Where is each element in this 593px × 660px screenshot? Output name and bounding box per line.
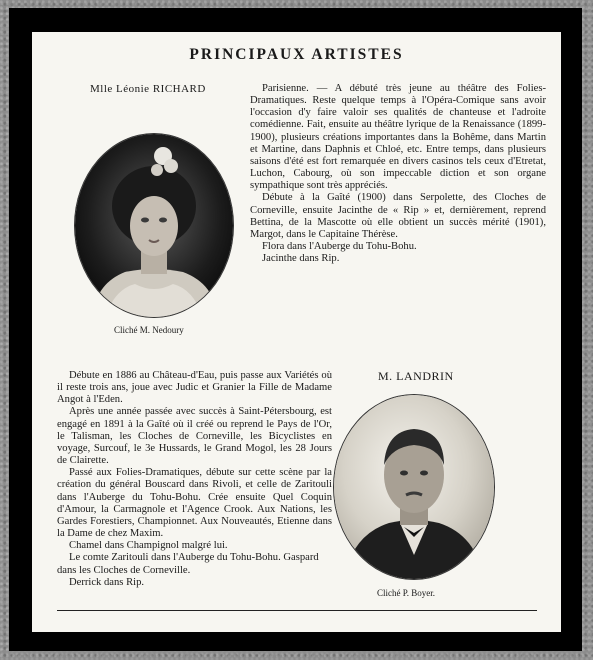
artist2-bio-paragraph: Après une année passée avec succès à Saint-Pétersbourg, est engagé en 1891 à la Gaîté où il créé ou reprend le Pays de l'Or, le Talisman, les Cloches de Corneville, les Bicyclistes en voyage, Surcouf, le 3e Hussards, le Grand Mogol, les 28 Jours de Clairette. bbox=[57, 406, 332, 467]
portrait-landrin bbox=[333, 394, 495, 580]
portrait-landrin-image bbox=[334, 395, 494, 579]
artist1-bio-paragraph: Débute à la Gaîté (1900) dans Serpolette, des Cloches de Corneville, ensuite Jacinthe de « Rip » et, dernièrement, reprend Bettina, de la Mascotte où elle obtient un succès mérité (1901), Margot, dans le Capitaine Thérèse. bbox=[250, 192, 546, 240]
artist1-bio-paragraph: Flora dans l'Auberge du Tohu-Bohu. bbox=[262, 241, 417, 253]
artist1-bio-paragraph: Parisienne. — A débuté très jeune au théâtre des Folies-Dramatiques. Reste quelque temps à l'Opéra-Comique sans avoir l'occasion d'y faire valoir ses qualités de chanteuse et l'adroite comédienne. Fait, ensuite au théâtre lyrique de la Renaissance (1899-1900), plusieurs créations importantes dans la Bohême, dans Martin et Martine, dans Daphnis et Chloé, etc. Entre temps, dans plusieurs saisons d'été est fort remarquée en divers casinos tels ceux d'Etretat, Luchon, Cabourg, où son impeccable diction et son organe sympathique sont très appréciés. bbox=[250, 83, 546, 192]
page-title: PRINCIPAUX ARTISTES bbox=[189, 46, 404, 63]
artist2-bio bbox=[57, 370, 332, 589]
page bbox=[32, 32, 561, 632]
artist2-bio-paragraph: Débute en 1886 au Château-d'Eau, puis passe aux Variétés où il reste trois ans, joue avec Judic et Granier la Fille de Madame Angot à l'Eden. bbox=[57, 370, 332, 406]
artist1-name: Mlle Léonie RICHARD bbox=[90, 83, 206, 95]
artist2-bio-paragraph: Passé aux Folies-Dramatiques, débute sur cette scène par la création du général Bouscard dans Rivoli, et celle de Zaritouli dans l'Auberge du Tohu-Bohu. Crée ensuite Quel Coquin d'Amour, la Carmagnole et l'Agence Crook. Aux Nations, les Gardes Forestiers, Championnet. Aux Nouveautés, Etienne dans la Dame de chez Maxim. bbox=[57, 467, 332, 540]
portrait-leonie-image bbox=[75, 134, 233, 317]
artist2-name: M. LANDRIN bbox=[378, 369, 454, 383]
artist2-bio-paragraph: Chamel dans Champignol malgré lui. bbox=[69, 540, 228, 552]
artist1-credit: Cliché M. Nedoury bbox=[114, 325, 184, 335]
portrait-leonie-richard bbox=[74, 133, 234, 318]
artist2-credit: Cliché P. Boyer. bbox=[377, 588, 435, 598]
artist2-bio-paragraph: Le comte Zaritouli dans l'Auberge du Tohu-Bohu. Gaspard dans les Cloches de Corneville. bbox=[57, 552, 319, 576]
artist2-bio-paragraph: Derrick dans Rip. bbox=[69, 576, 145, 588]
artist1-bio bbox=[250, 83, 546, 265]
bottom-rule bbox=[57, 610, 537, 611]
artist1-bio-paragraph: Jacinthe dans Rip. bbox=[262, 253, 340, 265]
